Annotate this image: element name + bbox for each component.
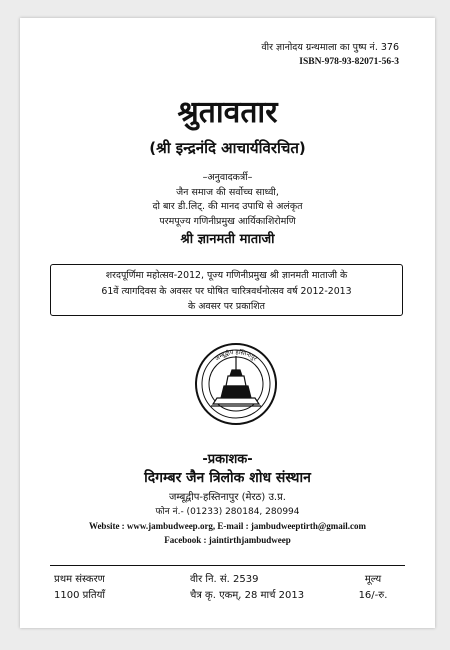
isbn: ISBN-978-93-82071-56-3 <box>299 57 399 67</box>
price-label: मूल्य <box>364 574 382 585</box>
price-value: 16/-रु. <box>358 590 388 601</box>
book-title: श्रुतावतार <box>177 95 278 130</box>
translator-name: श्री ज्ञानमती माताजी <box>180 232 275 247</box>
publisher-block <box>20 451 435 547</box>
price-column <box>343 572 403 604</box>
translator-block <box>20 171 435 248</box>
announcement-line-1: शरदपूर्णिमा महोत्सव-2012, पूज्य गणिनीप्रमुख श्री ज्ञानमती माताजी के <box>105 270 348 281</box>
translator-label: –अनुवादकर्त्री– <box>202 172 253 183</box>
publisher-phone: फोन नं.- (01233) 280184, 280994 <box>155 507 300 517</box>
edition-copies: 1100 प्रतियाँ <box>54 590 105 601</box>
publisher-name: दिगम्बर जैन त्रिलोक शोध संस्थान <box>144 470 311 486</box>
seal-text-path: जम्बूद्वीप हस्तिनापुर <box>213 348 259 363</box>
edition-column <box>54 572 105 604</box>
book-title-page <box>20 18 435 628</box>
translator-line-2: दो बार डी.लिट्. की मानद उपाधि से अलंकृत <box>152 201 303 212</box>
institution-seal-icon <box>191 340 281 428</box>
announcement-line-3: के अवसर पर प्रकाशित <box>188 301 265 312</box>
series-info <box>261 40 399 70</box>
publisher-address: जम्बूद्वीप-हस्तिनापुर (मेरठ) उ.प्र. <box>169 492 286 503</box>
edition-date: चैत्र कृ. एकम्, 28 मार्च 2013 <box>190 590 305 601</box>
edition-label: प्रथम संस्करण <box>54 574 105 585</box>
book-subtitle: (श्री इन्द्रनंदि आचार्यविरचित) <box>149 139 306 157</box>
publisher-label: -प्रकाशक- <box>202 452 253 467</box>
date-column <box>190 572 304 604</box>
edition-era: वीर नि. सं. 2539 <box>190 574 259 585</box>
publisher-facebook: Facebook : jaintirthjambudweep <box>164 535 291 545</box>
publisher-website-email: Website : www.jambudweep.org, E-mail : jambudweeptirth@gmail.com <box>88 521 367 531</box>
announcement-box <box>50 264 403 316</box>
translator-line-3: परमपूज्य गणिनीप्रमुख आर्यिकाशिरोमणि <box>159 215 296 227</box>
translator-line-1: जैन समाज की सर्वोच्च साध्वी, <box>176 186 279 198</box>
series-line: वीर ज्ञानोदय ग्रन्थमाला का पुष्प नं. 376 <box>261 42 399 53</box>
bottom-divider <box>50 565 405 566</box>
announcement-line-2: 61वें त्यागदिवस के अवसर पर घोषित चारित्रवर्धनोत्सव वर्ष 2012-2013 <box>101 285 352 297</box>
